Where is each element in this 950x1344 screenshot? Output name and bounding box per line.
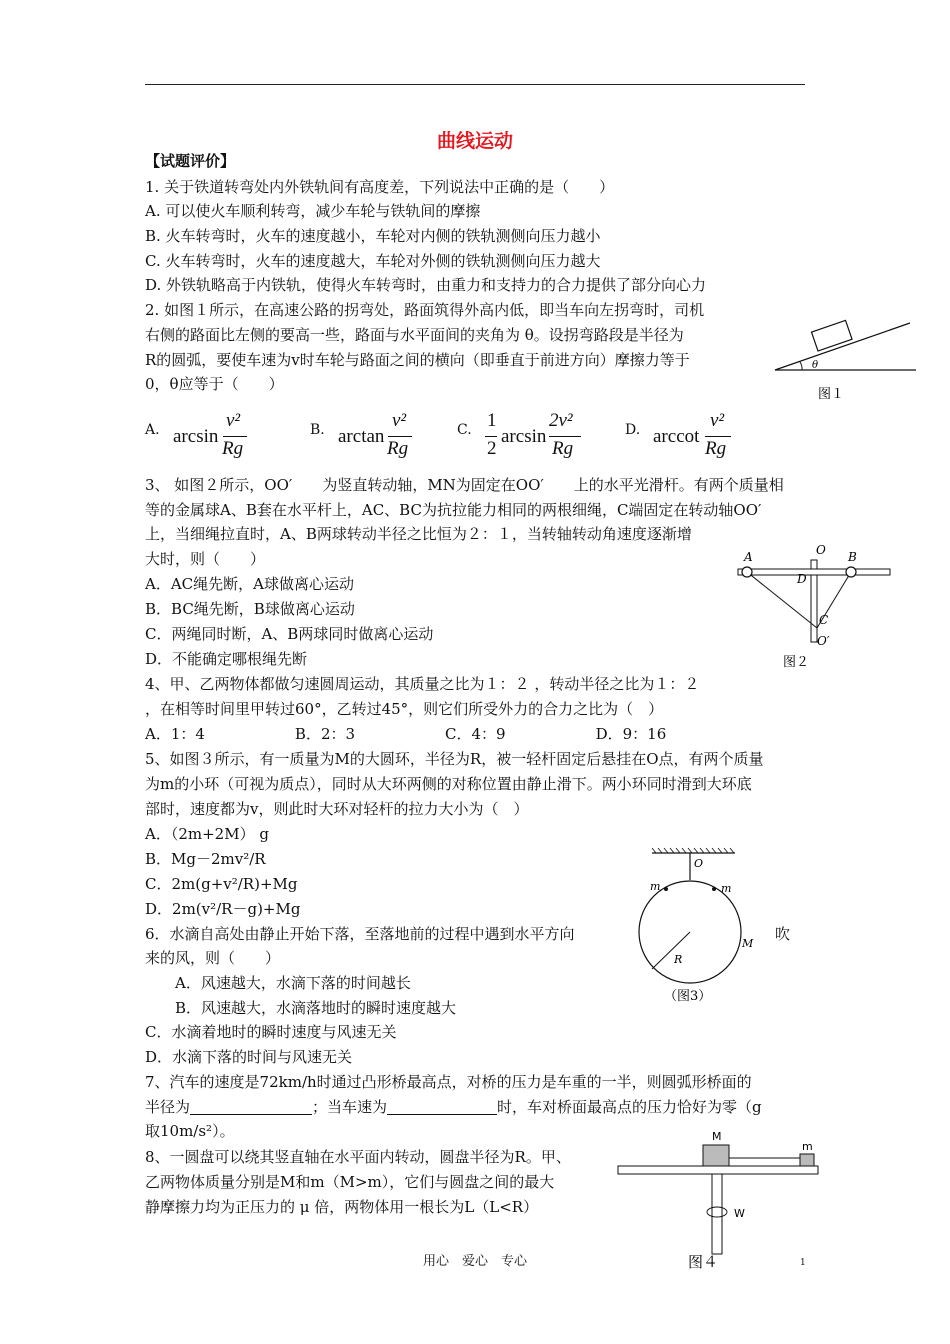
svg-text:m: m — [802, 1140, 813, 1153]
section-heading: 【试题评价】 — [145, 152, 236, 170]
q3-stem-line3: 上，当细绳拉直时，A、B两球转动半径之比恒为２：１，当转轴转动角速度逐渐增 — [145, 525, 692, 543]
q3-option-d: D．不能确定哪根绳先断 — [145, 650, 308, 668]
figure-1-banked-road — [770, 318, 920, 406]
q2-stem-line4: 0，θ应等于（ ） — [145, 375, 284, 393]
q2-stem-line2: 右侧的路面比左侧的要高一些，路面与水平面间的夹角为 θ。设拐弯路段是半径为 — [145, 326, 684, 344]
header-rule — [145, 84, 805, 85]
figure-1-caption: 图１ — [818, 387, 845, 402]
figure-2-caption: 图２ — [783, 655, 810, 670]
q7-blank-2[interactable] — [387, 1098, 497, 1115]
q1-option-a: A. 可以使火车顺利转弯，减少车轮与铁轨间的摩擦 — [145, 202, 481, 220]
svg-text:B: B — [848, 550, 857, 564]
q3-option-b: B．BC绳先断，B球做离心运动 — [145, 600, 355, 618]
q3-option-a: A．AC绳先断，A球做离心运动 — [145, 575, 354, 593]
q4-stem-line1: 4、甲、乙两物体都做匀速圆周运动，其质量之比为１：２ ，转动半径之比为１：２ — [145, 675, 700, 693]
q8-stem-line1: 8、一圆盘可以绕其竖直轴在水平面内转动，圆盘半径为R。甲、 — [145, 1148, 571, 1166]
svg-text:O: O — [694, 857, 704, 870]
figure-2-rotating-axis — [735, 540, 900, 670]
q8-stem-line3: 静摩擦力均为正压力的 μ 倍，两物体用一根长为L（L<R） — [145, 1198, 539, 1216]
q5-stem-line3: 部时，速度都为v，则此时大环对轻杆的拉力大小为（ ） — [145, 800, 529, 818]
q2-option-b: B. arctan v² Rg — [310, 412, 450, 464]
q5-option-d: D．2m(v²/R－g)+Mg — [145, 900, 301, 918]
figure-4-caption: 图４ — [688, 1253, 719, 1271]
page-number: 1 — [800, 1258, 806, 1268]
q6-stem-line2: 来的风，则（ ） — [145, 949, 281, 967]
q1-option-c: C. 火车转弯时，火车的速度越大，车轮对外侧的铁轨测侧向压力越大 — [145, 252, 601, 270]
svg-text:m: m — [721, 882, 732, 895]
q1-stem: 1. 关于铁道转弯处内外铁轨间有高度差，下列说法中正确的是（ ） — [145, 178, 615, 196]
q3-option-c: C．两绳同时断，A、B两球同时做离心运动 — [145, 625, 434, 643]
q5-stem-line2: 为m的小环（可视为质点），同时从大环两侧的对称位置由静止滑下。两小环同时滑到大环底 — [145, 775, 752, 793]
svg-text:O′: O′ — [817, 634, 830, 648]
page-title: 曲线运动 — [436, 130, 513, 152]
svg-text:C: C — [819, 613, 829, 627]
q2-option-a: A. arcsin v² Rg — [145, 412, 285, 464]
q3-stem-line1: 3、 如图２所示，OO′ 为竖直转动轴，MN为固定在OO′ 上的水平光滑杆。有两个质量相 — [145, 476, 784, 494]
q2-option-c: C. 1 2 arcsin 2v² Rg — [457, 412, 597, 464]
q7-stem-line2: 半径为 ；当车速为 时，车对桥面最高点的压力恰好为零（g — [145, 1098, 762, 1116]
q6-option-d: D．水滴下落的时间与风速无关 — [145, 1048, 353, 1066]
q7-blank-1[interactable] — [190, 1098, 312, 1115]
figure-1-theta: θ — [812, 360, 819, 371]
svg-text:A: A — [744, 550, 753, 564]
figure-3-ring — [630, 845, 760, 1007]
svg-text:R: R — [674, 953, 683, 966]
q6-stem-line1: 6．水滴自高处由静止开始下落，至落地前的过程中遇到水平方向 — [145, 925, 575, 943]
page-footer: 用心 爱心 专心 — [422, 1254, 527, 1269]
svg-text:M: M — [742, 937, 754, 950]
q7-stem-line3: 取10m/s²）。 — [145, 1122, 235, 1140]
q6-stem-wind: 吹 — [775, 925, 791, 943]
q7-stem-line1: 7、汽车的速度是72km/h时通过凸形桥最高点，对桥的压力是车重的一半，则圆弧形桥面的 — [145, 1073, 752, 1091]
q6-option-a: A．风速越大，水滴下落的时间越长 — [145, 974, 411, 992]
svg-text:W: W — [734, 1207, 745, 1220]
figure-3-caption: （图3） — [664, 989, 712, 1004]
q2-stem-line1: 2. 如图１所示，在高速公路的拐弯处，路面筑得外高内低，即当车向左拐弯时，司机 — [145, 301, 705, 319]
svg-text:M: M — [712, 1130, 722, 1143]
q1-option-d: D. 外铁轨略高于内铁轨，使得火车转弯时，由重力和支持力的合力提供了部分向心力 — [145, 276, 707, 294]
q4-options: A．1：4 B．2：3 C．4：9 D．9：16 — [145, 725, 667, 743]
q1-option-b: B. 火车转弯时，火车的速度越小，车轮对内侧的铁轨测侧向压力越小 — [145, 227, 601, 245]
q6-option-b: B．风速越大，水滴落地时的瞬时速度越大 — [145, 999, 457, 1017]
svg-text:O: O — [816, 543, 826, 557]
q5-stem-line1: 5、如图３所示，有一质量为M的大圆环，半径为R，被一轻杆固定后悬挂在O点，有两个质量 — [145, 750, 764, 768]
q2-stem-line3: R的圆弧，要使车速为v时车轮与路面之间的横向（即垂直于前进方向）摩擦力等于 — [145, 351, 690, 369]
svg-text:m: m — [650, 880, 661, 893]
q6-option-c: C．水滴着地时的瞬时速度与风速无关 — [145, 1023, 397, 1041]
q4-stem-line2: ，在相等时间里甲转过60°，乙转过45°，则它们所受外力的合力之比为（ ） — [145, 700, 664, 718]
q8-stem-line2: 乙两物体质量分别是M和m（M>m），它们与圆盘之间的最大 — [145, 1173, 555, 1191]
q5-option-c: C．2m(g+v²/R)+Mg — [145, 875, 298, 893]
q2-option-d: D. arccot v² Rg — [625, 412, 765, 464]
q3-stem-line2: 等的金属球A、B套在水平杆上，AC、BC为抗拉能力相同的两根细绳，C端固定在转动轴OO′ — [145, 501, 762, 519]
q3-stem-line4: 大时，则（ ） — [145, 550, 266, 568]
svg-text:D: D — [797, 572, 807, 586]
q5-option-b: B．Mg－2mv²/R — [145, 850, 266, 868]
q5-option-a: A．（2m+2M） g — [145, 825, 269, 843]
